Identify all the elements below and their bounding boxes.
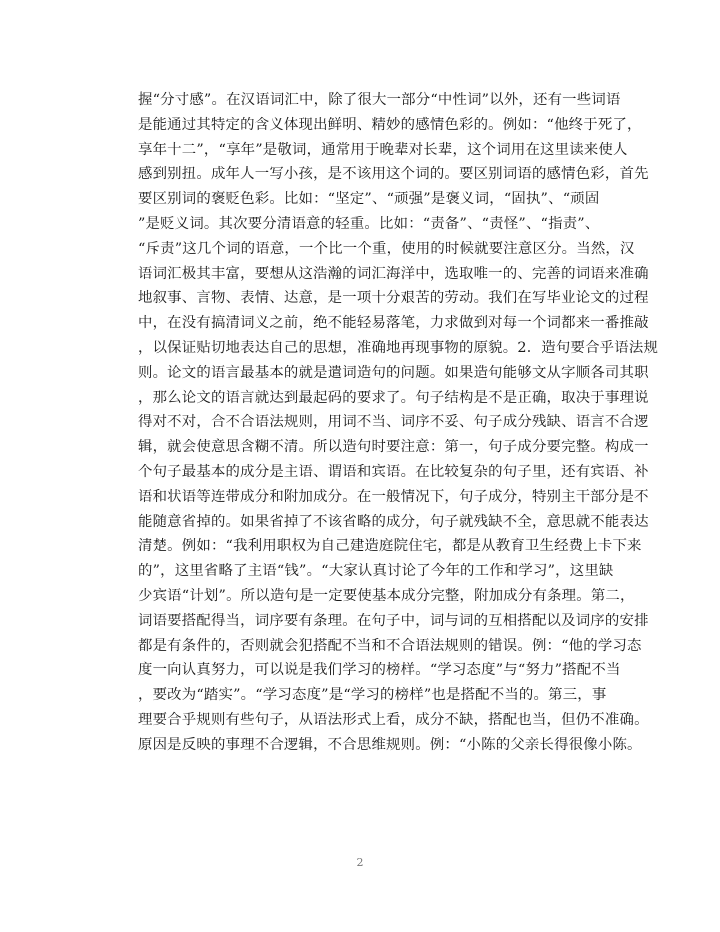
- text-line: 词语要搭配得当，词序要有条理。在句子中，词与词的互相搭配以及词序的安排: [138, 612, 649, 629]
- text-line: 原因是反映的事理不合逻辑，不合思维规则。例：“小陈的父亲长得很像小陈。: [138, 736, 642, 753]
- text-line: 要区别词的褒贬色彩。比如：“坚定”、“顽强”是褒义词，“固执”、“顽固: [138, 191, 600, 208]
- text-line: ，那么论文的语言就达到最起码的要求了。句子结构是不是正确，取决于事理说: [138, 389, 649, 406]
- text-line: 地叙事、言物、表情、达意，是一项十分艰苦的劳动。我们在写毕业论文的过程: [138, 290, 649, 307]
- text-line: ，以保证贴切地表达自己的思想，准确地再现事物的原貌。2．造句要合乎语法规: [138, 339, 659, 356]
- text-line: 清楚。例如：“我利用职权为自己建造庭院住宅，都是从教育卫生经费上卡下来: [138, 538, 642, 555]
- text-line: 的”，这里省略了主语“钱”。“大家认真讨论了今年的工作和学习”，这里缺: [138, 563, 614, 580]
- text-line: 少宾语“计划”。所以造句是一定要使基本成分完整，附加成分有条理。第二，: [138, 587, 635, 604]
- body-text: [138, 88, 659, 758]
- text-line: 是能通过其特定的含义体现出鲜明、精妙的感情色彩的。例如：“他终于死了，: [138, 116, 642, 133]
- text-line: 中，在没有搞清词义之前，绝不能轻易落笔，力求做到对每一个词都来一番推敲: [138, 315, 649, 332]
- page-number: 2: [356, 856, 364, 869]
- text-line: ，要改为“踏实”。“学习态度”是“学习的榜样”也是搭配不当的。第三，事: [138, 687, 607, 704]
- text-line: 握“分寸感”。在汉语词汇中，除了很大一部分“中性词”以外，还有一些词语: [138, 92, 621, 108]
- text-line: 个句子最基本的成分是主语、谓语和宾语。在比较复杂的句子里，还有宾语、补: [138, 463, 649, 480]
- text-line: 辑，就会使意思含糊不清。所以造句时要注意：第一，句子成分要完整。构成一: [138, 439, 649, 456]
- text-line: 感到别扭。成年人一写小孩，是不该用这个词的。要区别词语的感情色彩，首先: [138, 166, 649, 183]
- text-line: “斥责”这几个词的语意，一个比一个重，使用的时候就要注意区分。当然，汉: [138, 240, 635, 257]
- text-line: 能随意省掉的。如果省掉了不该省略的成分，句子就残缺不全，意思就不能表达: [138, 513, 649, 530]
- text-line: 得对不对，合不合语法规则，用词不当、词序不妥、句子成分残缺、语言不合逻: [138, 414, 649, 431]
- text-line: ”是贬义词。其次要分清语意的轻重。比如：“责备”、“责怪”、“指责”、: [138, 215, 600, 232]
- text-line: 则。论文的语言最基本的就是遣词造句的问题。如果造句能够文从字顺各司其职: [138, 364, 649, 381]
- text-line: 都是有条件的，否则就会犯搭配不当和不合语法规则的错误。例：“他的学习态: [138, 637, 642, 654]
- text-line: 享年十二”，“享年”是敬词，通常用于晚辈对长辈，这个词用在这里读来使人: [138, 141, 628, 158]
- text-line: 语和状语等连带成分和附加成分。在一般情况下，句子成分，特别主干部分是不: [138, 488, 649, 505]
- text-line: 度一向认真努力，可以说是我们学习的榜样。“学习态度”与“努力”搭配不当: [138, 662, 621, 679]
- text-line: 语词汇极其丰富，要想从这浩瀚的词汇海洋中，选取唯一的、完善的词语来准确: [138, 265, 649, 282]
- text-line: 理要合乎规则有些句子，从语法形式上看，成分不缺，搭配也当，但仍不准确。: [138, 711, 649, 728]
